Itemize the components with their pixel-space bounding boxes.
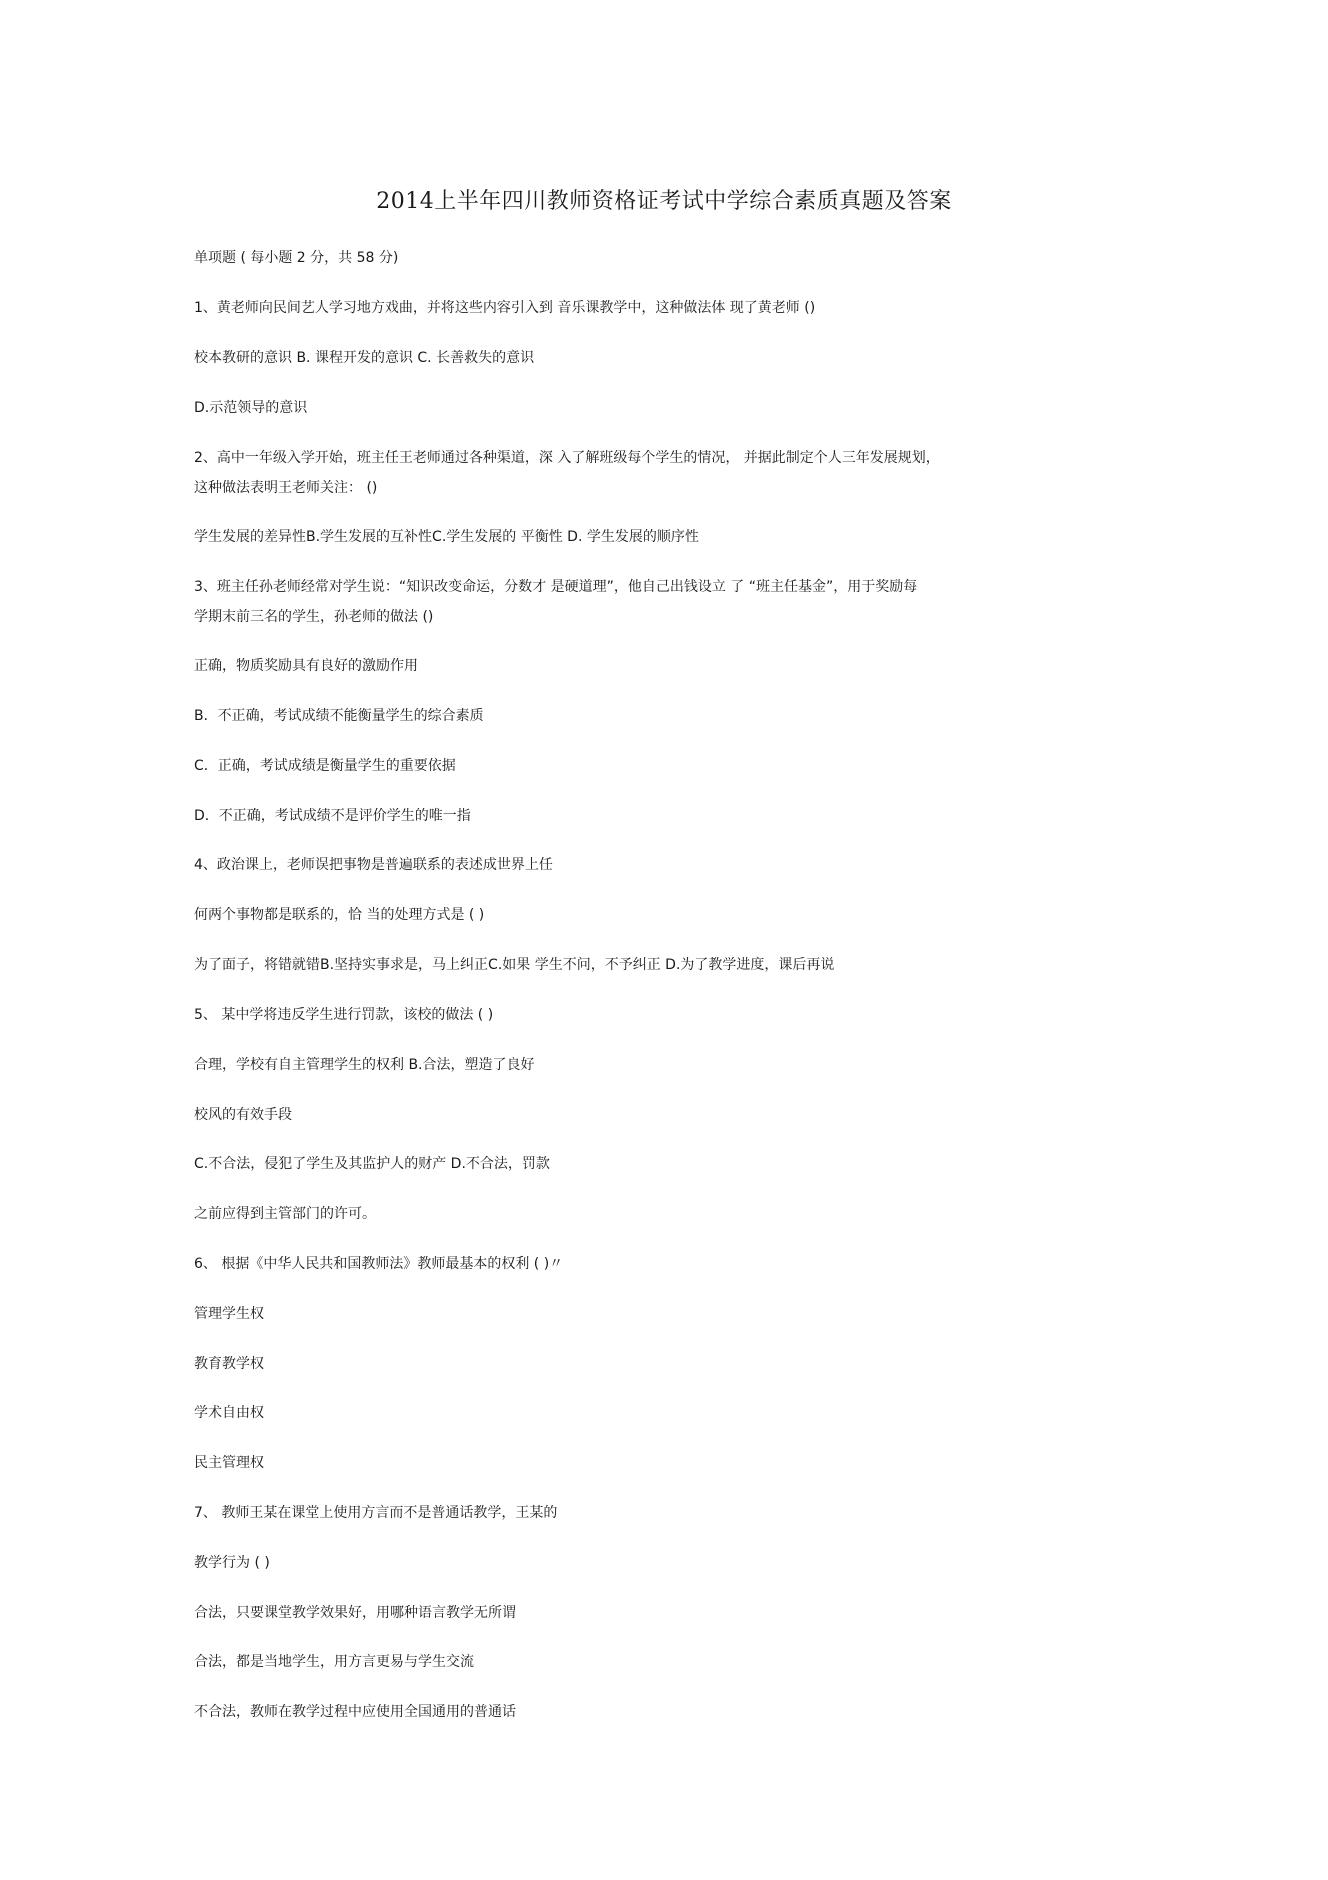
question-line: 4、政治课上，老师误把事物是普遍联系的表述成世界上任: [194, 857, 553, 873]
question-line: 何两个事物都是联系的，恰 当的处理方式是 ( ): [194, 907, 485, 923]
option-line: 校本教研的意识 B. 课程开发的意识 C. 长善救失的意识: [194, 350, 535, 366]
option-line: 合法，只要课堂教学效果好，用哪种语言教学无所谓: [194, 1605, 516, 1621]
option-line: 合理，学校有自主管理学生的权利 B.合法，塑造了良好: [194, 1057, 535, 1073]
option-line: D.示范领导的意识: [194, 400, 308, 416]
option-line: C．正确，考试成绩是衡量学生的重要依据: [194, 758, 456, 774]
question-line: 1、黄老师向民间艺人学习地方戏曲，并将这些内容引入到 音乐课教学中，这种做法体 现了黄老师 (): [194, 300, 816, 316]
option-line: 之前应得到主管部门的许可。: [194, 1206, 376, 1222]
question-line: 3、班主任孙老师经常对学生说：“知识改变命运，分数才 是硬道理”，他自己出钱设立 了 “班主任基金”，用于奖励每: [194, 579, 918, 595]
option-line: B．不正确，考试成绩不能衡量学生的综合素质: [194, 708, 484, 724]
question-line: 6、 根据《中华人民共和国教师法》教师最基本的权利 ( )〃: [194, 1256, 564, 1272]
option-line: 正确，物质奖励具有良好的激励作用: [194, 658, 418, 674]
document-title: 2014上半年四川教师资格证考试中学综合素质真题及答案: [376, 189, 952, 214]
option-line: 民主管理权: [194, 1455, 264, 1471]
question-line: 学期末前三名的学生，孙老师的做法 (): [194, 609, 434, 625]
option-line: 为了面子，将错就错B.坚持实事求是，马上纠正C.如果 学生不问，不予纠正 D.为了教学进度，课后再说: [194, 957, 835, 973]
question-line: 5、 某中学将违反学生进行罚款，该校的做法 ( ): [194, 1007, 494, 1023]
option-line: 管理学生权: [194, 1306, 264, 1322]
option-line: 学术自由权: [194, 1405, 264, 1421]
option-line: 校风的有效手段: [194, 1107, 292, 1123]
question-line: 教学行为 ( ): [194, 1555, 270, 1571]
option-line: C.不合法，侵犯了学生及其监护人的财产 D.不合法，罚款: [194, 1156, 550, 1172]
option-line: 教育教学权: [194, 1356, 264, 1372]
question-line: 2、高中一年级入学开始，班主任王老师通过各种渠道，深 入了解班级每个学生的情况， 并据此制定个人三年发展规划，: [194, 450, 940, 466]
option-line: D．不正确，考试成绩不是评价学生的唯一指: [194, 808, 471, 824]
option-line: 不合法，教师在教学过程中应使用全国通用的普通话: [194, 1704, 516, 1720]
question-line: 这种做法表明王老师关注： (): [194, 480, 378, 496]
option-line: 合法，都是当地学生，用方言更易与学生交流: [194, 1654, 474, 1670]
question-line: 7、 教师王某在课堂上使用方言而不是普通话教学，王某的: [194, 1505, 558, 1521]
option-line: 学生发展的差异性B.学生发展的互补性C.学生发展的 平衡性 D. 学生发展的顺序性: [194, 529, 699, 545]
section-heading: 单项题 ( 每小题 2 分，共 58 分): [194, 250, 399, 266]
